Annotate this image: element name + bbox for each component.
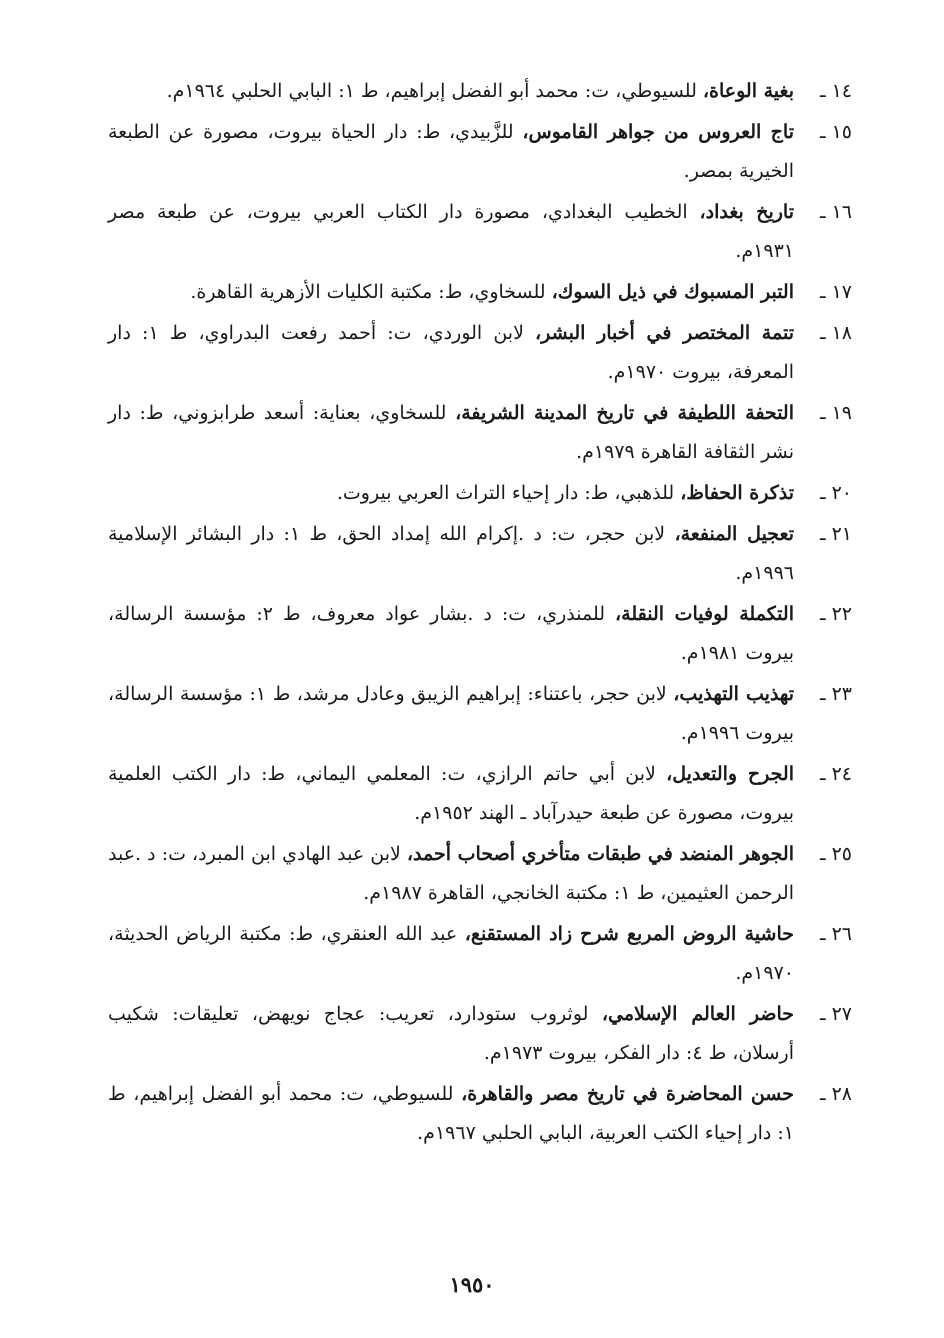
entry-text [108,835,794,913]
entry-number: ١٦ ـ [819,201,852,223]
reference-entry [108,835,852,913]
entry-title: تاريخ بغداد، [699,201,794,223]
reference-entry [108,474,852,513]
entry-details: لابن الوردي، ت: أحمد رفعت البدراوي، ط ١: دار المعرفة، بيروت ١٩٧٠م. [108,322,794,383]
entry-number: ٢٦ ـ [819,923,852,945]
entry-text [108,72,794,111]
entry-details: للذهبي، ط: دار إحياء التراث العربي بيروت. [336,482,681,504]
reference-entry [108,995,852,1073]
reference-entry [108,193,852,271]
entry-text [108,515,794,593]
entry-title: حسن المحاضرة في تاريخ مصر والقاهرة، [461,1083,794,1105]
reference-entry [108,394,852,472]
reference-entry [108,595,852,673]
entry-text [108,675,794,753]
entry-number: ٢١ ـ [819,523,852,545]
entry-number: ١٥ ـ [819,121,852,143]
entry-details: للسخاوي، بعناية: أسعد طرابزوني، ط: دار نشر الثقافة القاهرة ١٩٧٩م. [108,402,794,463]
entry-text [108,273,794,312]
entry-title: التبر المسبوك في ذيل السوك، [551,281,794,303]
entry-number: ١٧ ـ [819,281,852,303]
entry-text [108,995,794,1073]
entry-number: ١٨ ـ [819,322,852,344]
entry-title: الجرح والتعديل، [666,763,794,785]
entry-details: لابن عبد الهادي ابن المبرد، ت: د .عبد الرحمن العثيمين، ط ١: مكتبة الخانجي، القاهرة ١٩٨٧م. [108,843,794,904]
entry-details: لابن حجر، ت: د .إكرام الله إمداد الحق، ط ١: دار البشائر الإسلامية ١٩٩٦م. [108,523,794,584]
entry-details: للمنذري، ت: د .بشار عواد معروف، ط ٢: مؤسسة الرسالة، بيروت ١٩٨١م. [108,603,794,664]
reference-entry [108,755,852,833]
entry-title: حاشية الروض المربع شرح زاد المستقنع، [464,923,794,945]
reference-entry [108,72,852,111]
entry-details: لابن أبي حاتم الرازي، ت: المعلمي اليماني، ط: دار الكتب العلمية بيروت، مصورة عن طبعة حيدرآباد ـ الهند ١٩٥٢م. [108,763,794,824]
entry-number: ١٩ ـ [819,402,852,424]
entry-title: تعجيل المنفعة، [674,523,795,545]
entry-text [108,394,794,472]
entry-title: الجوهر المنضد في طبقات متأخري أصحاب أحمد، [406,843,794,865]
entry-details: للسيوطي، ت: محمد أبو الفضل إبراهيم، ط ١: البابي الحلبي ١٩٦٤م. [166,80,703,102]
entry-number: ٢٠ ـ [819,482,852,504]
references-list [108,72,852,1155]
entry-details: للسيوطي، ت: محمد أبو الفضل إبراهيم، ط ١: دار إحياء الكتب العربية، البابي الحلبي ١٩٦٧م. [108,1083,794,1144]
entry-details: عبد الله العنقري، ط: مكتبة الرياض الحديثة، ١٩٧٠م. [108,923,794,984]
entry-title: تاج العروس من جواهر القاموس، [522,121,795,143]
reference-entry [108,515,852,593]
entry-number: ٢٣ ـ [819,683,852,705]
entry-details: لوثروب ستودارد، تعريب: عجاج نويهض، تعليقات: شكيب أرسلان، ط ٤: دار الفكر، بيروت ١٩٧٣م. [108,1003,794,1064]
page-number: ١٩٥٠ [449,1272,495,1297]
entry-number: ٢٤ ـ [819,763,852,785]
reference-entry [108,314,852,392]
entry-number: ١٤ ـ [819,80,852,102]
entry-title: التكملة لوفيات النقلة، [615,603,794,625]
entry-details: لابن حجر، باعتناء: إبراهيم الزيبق وعادل مرشد، ط ١: مؤسسة الرسالة، بيروت ١٩٩٦م. [108,683,794,744]
reference-entry [108,1075,852,1153]
reference-entry [108,915,852,993]
entry-details: للزَّبيدي، ط: دار الحياة بيروت، مصورة عن الطبعة الخيرية بمصر. [108,121,794,182]
entry-title: حاضر العالم الإسلامي، [601,1003,794,1025]
entry-text [108,314,794,392]
entry-title: تذكرة الحفاظ، [680,482,794,504]
entry-details: للسخاوي، ط: مكتبة الكليات الأزهرية القاهرة. [190,281,552,303]
entry-text [108,113,794,191]
reference-entry [108,113,852,191]
entry-number: ٢٨ ـ [819,1083,852,1105]
entry-title: التحفة اللطيفة في تاريخ المدينة الشريفة، [455,402,795,424]
reference-entry [108,675,852,753]
entry-number: ٢٧ ـ [819,1003,852,1025]
entry-text [108,474,794,513]
entry-title: تتمة المختصر في أخبار البشر، [535,322,795,344]
reference-entry [108,273,852,312]
entry-number: ٢٥ ـ [819,843,852,865]
entry-text [108,1075,794,1153]
entry-title: تهذيب التهذيب، [673,683,794,705]
entry-text [108,193,794,271]
entry-number: ٢٢ ـ [819,603,852,625]
entry-text [108,755,794,833]
entry-text [108,595,794,673]
entry-text [108,915,794,993]
entry-title: بغية الوعاة، [702,80,794,102]
entry-details: الخطيب البغدادي، مصورة دار الكتاب العربي بيروت، عن طبعة مصر ١٩٣١م. [108,201,794,262]
